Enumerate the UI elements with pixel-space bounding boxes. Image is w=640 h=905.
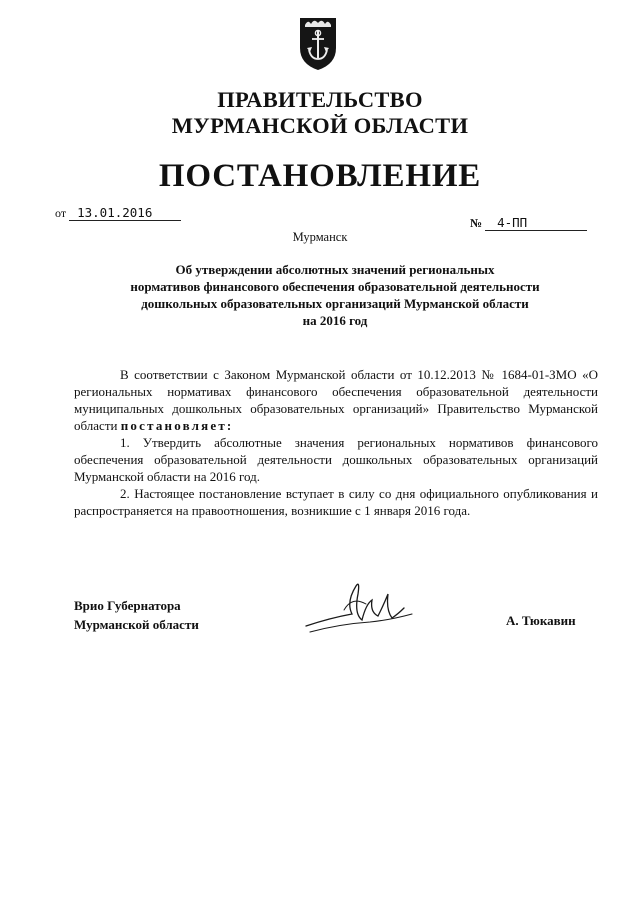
date-prefix: от [55,206,67,220]
murmansk-coat-of-arms-icon [298,14,338,72]
position-line: Мурманской области [74,617,199,632]
position-line: Врио Губернатора [74,598,181,613]
document-date [55,206,181,221]
document-body [74,366,598,519]
subject-line: дошкольных образовательных организаций Мурманской области [141,296,529,311]
handwritten-signature-icon [300,574,420,644]
decree-word: постановляет: [120,418,234,433]
item-1-paragraph: 1. Утвердить абсолютные значения региональных нормативов финансового обеспечения образовательной деятельности дошкольных образовательных организаций Мурманской области на 2016 год. [74,435,598,484]
date-value: 13.01.2016 [69,206,181,221]
government-title-line1: ПРАВИТЕЛЬСТВО [217,87,423,112]
document-subject [70,261,600,329]
signatory-name: А. Тюкавин [506,613,576,628]
subject-line: на 2016 год [302,313,368,328]
city-name: Мурманск [292,230,348,244]
item-2-paragraph: 2. Настоящее постановление вступает в силу со дня официального опубликования и распространяется на правоотношения, возникшие с 1 января 2016 года. [74,486,598,518]
document-number [470,216,587,231]
number-value: 4-ПП [485,216,587,231]
subject-line: Об утверждении абсолютных значений региональных [175,262,495,277]
number-prefix: № [470,216,483,230]
government-title-line2: МУРМАНСКОЙ ОБЛАСТИ [171,113,469,138]
document-type-title: ПОСТАНОВЛЕНИЕ [158,158,482,194]
preamble-paragraph [74,366,598,434]
preamble-text: В соответствии с Законом Мурманской области от 10.12.2013 № 1684-01-ЗМО «О региональных нормативах финансового обеспечения образовательной деятельности муниципальных дошкольных образовательных организаций» Правительство Мурманской области [74,367,598,433]
signatory-position [74,596,199,634]
subject-line: нормативов финансового обеспечения образовательной деятельности [130,279,540,294]
